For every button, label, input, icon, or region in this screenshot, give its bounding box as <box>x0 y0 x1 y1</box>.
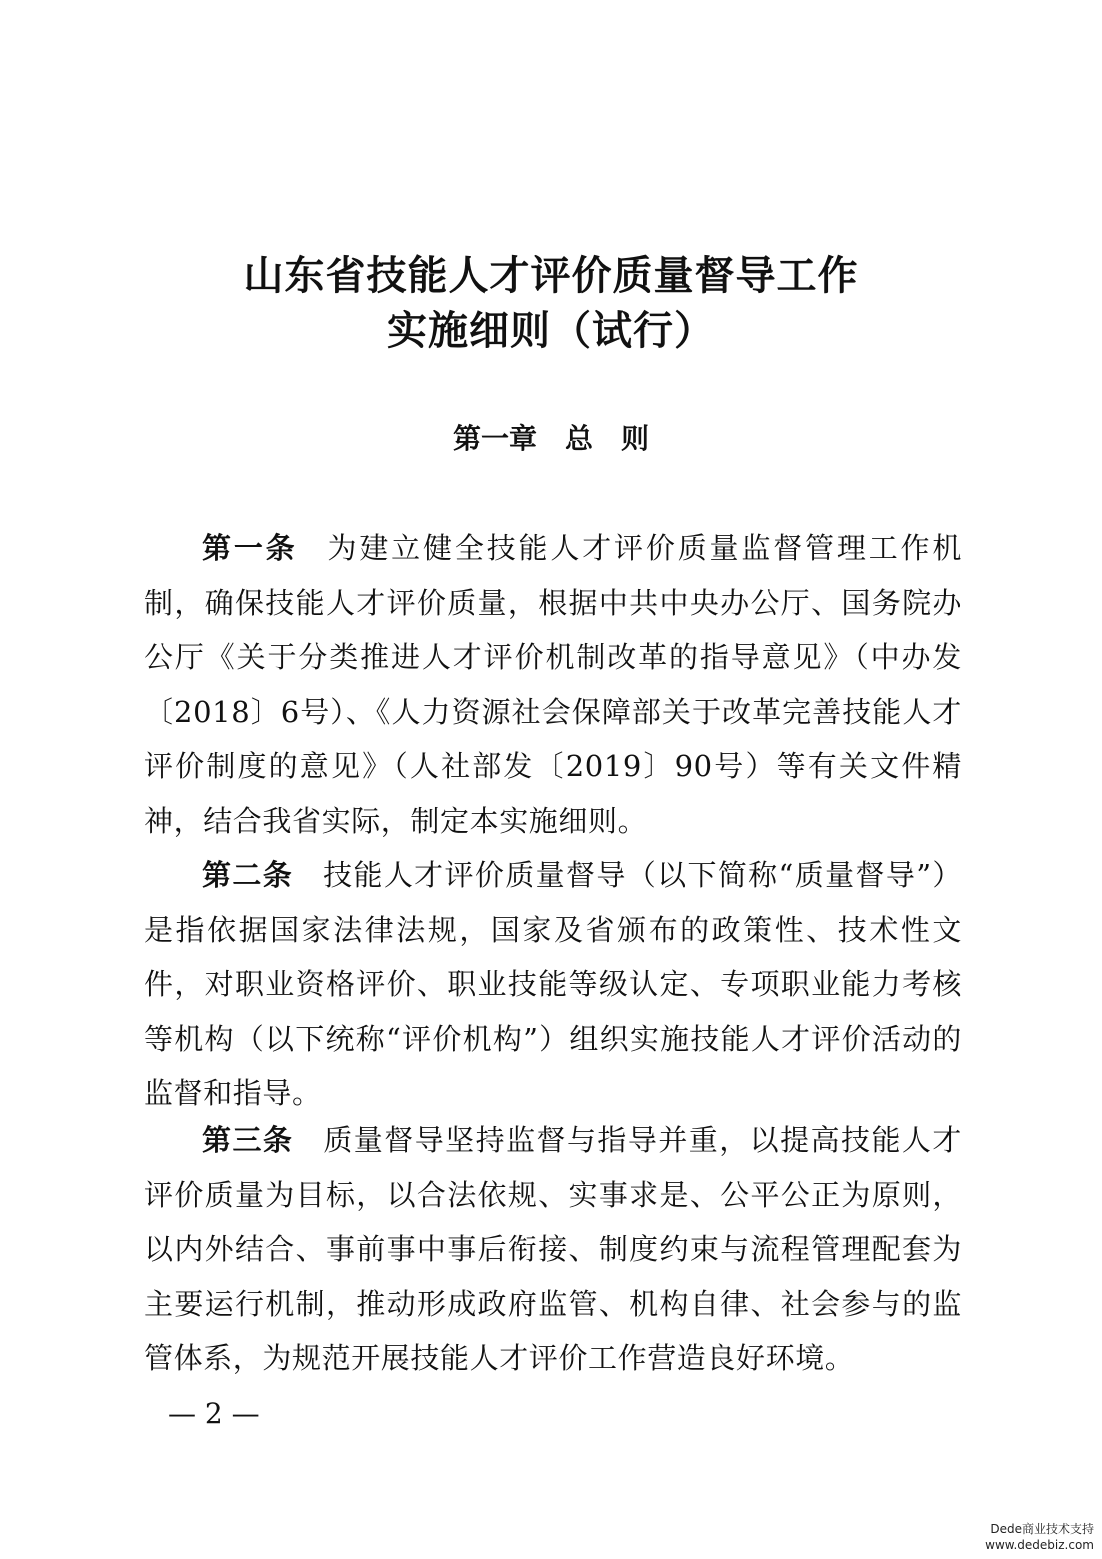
article-2 <box>144 848 962 1121</box>
document-title-line-1: 山东省技能人才评价质量督导工作 <box>243 252 859 299</box>
article-2-text: 技能人才评价质量督导（以下简称“质量督导”）是指依据国家法律法规，国家及省颁布的政策性、技术性文件，对职业资格评价、职业技能等级认定、专项职业能力考核等机构（以下统称“评价机构”）组织实施技能人才评价活动的监督和指导。 <box>144 858 962 1110</box>
watermark-line-2: www.dedebiz.com <box>985 1538 1094 1552</box>
article-1-label: 第一条 <box>202 531 298 565</box>
article-2-label: 第二条 <box>202 858 294 892</box>
watermark-line-1: Dede商业技术支持 <box>990 1522 1094 1536</box>
watermark <box>985 1521 1094 1553</box>
article-3-text: 质量督导坚持监督与指导并重，以提高技能人才评价质量为目标，以合法依规、实事求是、公平公正为原则，以内外结合、事前事中事后衔接、制度约束与流程管理配套为主要运行机制，推动形成政府监管、机构自律、社会参与的监管体系，为规范开展技能人才评价工作营造良好环境。 <box>144 1123 962 1375</box>
page-number: — 2 — <box>168 1397 260 1430</box>
article-3-label: 第三条 <box>202 1123 294 1157</box>
chapter-heading: 第一章 总 则 <box>452 422 649 455</box>
article-3 <box>144 1113 962 1386</box>
article-1 <box>144 521 962 848</box>
article-1-text: 为建立健全技能人才评价质量监督管理工作机制，确保技能人才评价质量，根据中共中央办公厅、国务院办公厅《关于分类推进人才评价机制改革的指导意见》（中办发〔2018〕6号）、《人力资源社会保障部关于改革完善技能人才评价制度的意见》（人社部发〔2019〕90号）等有关文件精神，结合我省实际，制定本实施细则。 <box>144 531 962 838</box>
document-title-line-2: 实施细则（试行） <box>387 307 715 354</box>
